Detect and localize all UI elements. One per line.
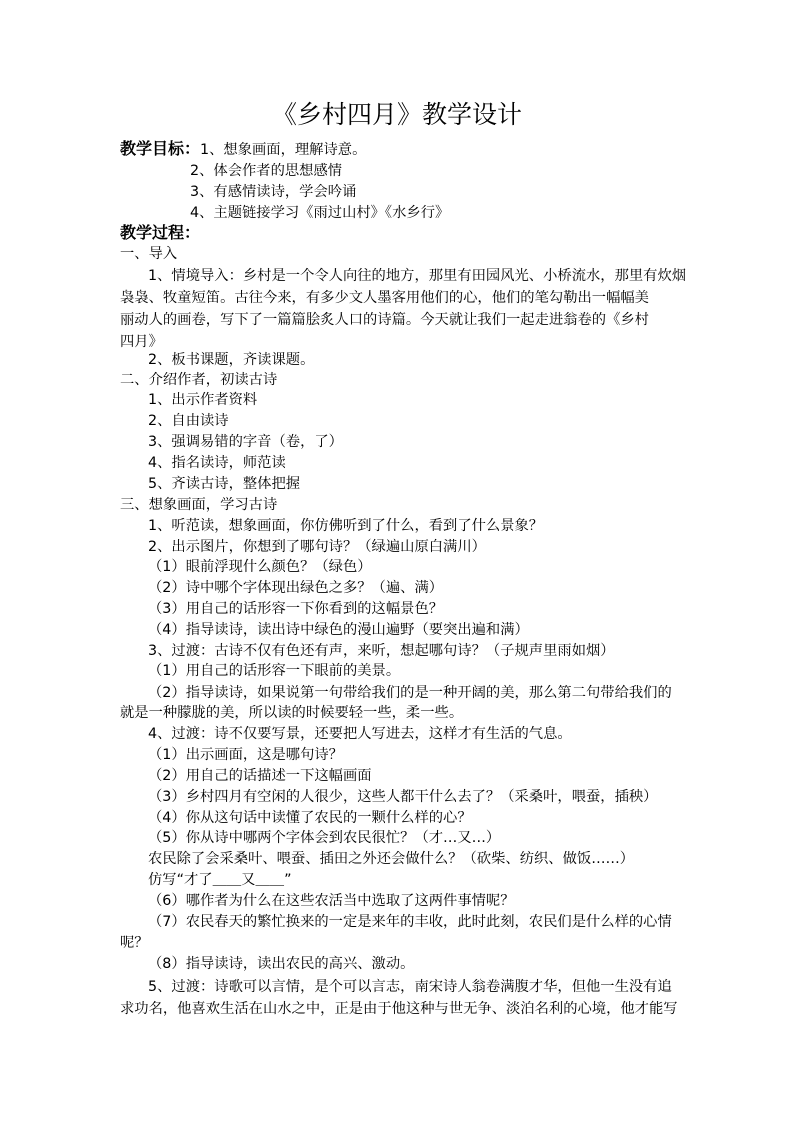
body-line: 四月》 [120,334,163,350]
body-line: （2）指导读诗，如果说第一句带给我们的是一种开阔的美，那么第二句带给我们的 [148,685,672,701]
section-heading: 三、想象画面，学习古诗 [120,497,278,513]
body-line: 5、过渡：诗歌可以言情，是个可以言志，南宋诗人翁卷满腹才华，但他一生没有追 [148,979,672,995]
body-line: 求功名，他喜欢生活在山水之中，正是由于他这种与世无争、淡泊名利的心境，他才能写 [120,1001,678,1017]
body-line: （4）指导读诗，读出诗中绿色的漫山遍野（要突出遍和满） [148,622,529,638]
body-line: （7）农民春天的繁忙换来的一定是来年的丰收，此时此刻，农民们是什么样的心情 [148,914,672,930]
goal-item: 1、想象画面，理解诗意。 [200,142,367,158]
body-line: （1）出示画面，这是哪句诗？ [148,747,343,763]
body-line: （6）哪作者为什么在这些农活当中选取了这两件事情呢？ [148,893,515,909]
body-line: 就是一种朦胧的美，所以读的时候要轻一些，柔一些。 [120,705,464,721]
body-line: 5、齐读古诗，整体把握 [148,476,301,492]
body-line: 袅袅、牧童短笛。古往今来，有多少文人墨客用他们的心，他们的笔勾勒出一幅幅美 [120,290,649,306]
section-heading: 二、介绍作者，初读古诗 [120,372,278,388]
body-line: 仿写“才了＿＿又＿＿” [148,872,292,888]
body-line: 2、板书课题，齐读课题。 [148,352,315,368]
body-line: 3、过渡：古诗不仅有色还有声，来听，想起哪句诗？（子规声里雨如烟） [148,643,615,659]
document-title: 《乡村四月》教学设计 [271,100,522,129]
body-line: 4、指名读诗，师范读 [148,455,286,471]
process-heading: 教学过程： [120,223,201,242]
body-line: （8）指导读诗，读出农民的高兴、激动。 [148,956,415,972]
body-line: 1、出示作者资料 [148,392,258,408]
body-line: 1、听范读，想象画面，你仿佛听到了什么，看到了什么景象？ [148,518,544,534]
body-line: 农民除了会采桑叶、喂蚕、插田之外还会做什么？（砍柴、纺织、做饭……） [148,851,635,867]
body-line: 呢？ [120,935,149,951]
section-heading: 一、导入 [120,246,178,262]
body-line: 4、过渡：诗不仅要写景，还要把人写进去，这样才有生活的气息。 [148,726,572,742]
goal-item: 2、体会作者的思想感情 [190,163,343,179]
body-line: 1、情境导入：乡村是一个令人向往的地方，那里有田园风光、小桥流水，那里有炊烟 [148,268,687,284]
goals-heading: 教学目标： [120,139,201,158]
goal-item: 3、有感情读诗，学会吟诵 [190,184,357,200]
body-line: 丽动人的画卷，写下了一篇篇脍炙人口的诗篇。今天就让我们一起走进翁卷的《乡村 [120,312,649,328]
body-line: 2、出示图片，你想到了哪句诗？（绿遍山原白满川） [148,539,486,555]
body-line: （2）用自己的话描述一下这幅画面 [148,768,372,784]
body-line: （1）眼前浮现什么颜色？（绿色） [148,559,372,575]
body-line: （3）用自己的话形容一下你看到的这幅景色？ [148,601,444,617]
body-line: （3）乡村四月有空闲的人很少，这些人都干什么去了？（采桑叶，喂蚕，插秧） [148,789,658,805]
body-line: 3、强调易错的字音（卷，了） [148,434,343,450]
body-line: （4）你从这句话中读懂了农民的一颗什么样的心？ [148,810,472,826]
goal-item: 4、主题链接学习《雨过山村》《水乡行》 [190,205,450,221]
body-line: （1）用自己的话形容一下眼前的美景。 [148,663,401,679]
body-line: （2）诗中哪个字体现出绿色之多？（遍、满） [148,580,444,596]
body-line: （5）你从诗中哪两个字体会到农民很忙？（才…又…） [148,830,501,846]
body-line: 2、自由读诗 [148,413,229,429]
